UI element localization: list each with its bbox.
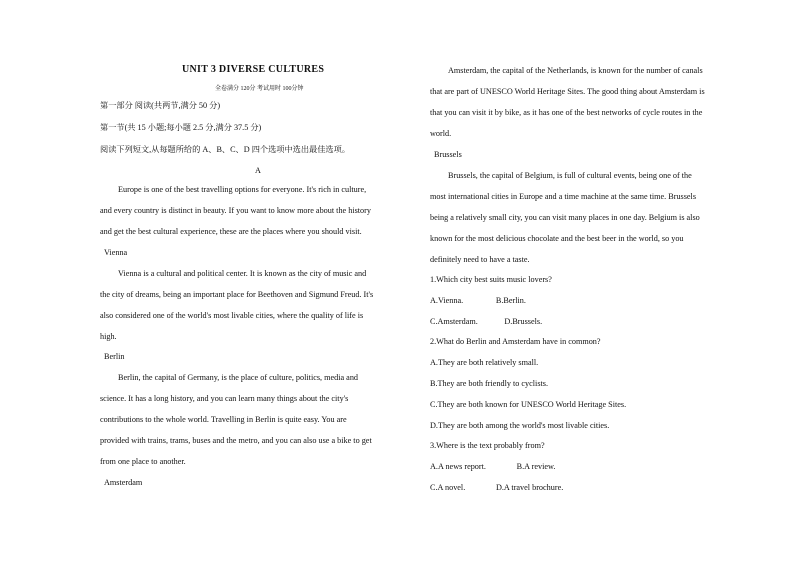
section-heading: 第一节(共 15 小题;每小题 2.5 分,满分 37.5 分) [100, 123, 262, 132]
right-line: that you can visit it by bike, as it has one of the best networks of cycle routes in the [430, 108, 703, 117]
right-line: that are part of UNESCO World Heritage Sites. The good thing about Amsterdam is [430, 87, 705, 96]
answer-options: C.Amsterdam. D.Brussels. [430, 317, 543, 326]
left-line: Europe is one of the best travelling options for everyone. It's rich in culture, [118, 185, 367, 194]
right-line: being a relatively small city, you can visit many places in one day. Belgium is also [430, 213, 700, 222]
question: 1.Which city best suits music lovers? [430, 275, 552, 284]
answer-option: B.They are both friendly to cyclists. [430, 379, 549, 388]
left-line: Berlin, the capital of Germany, is the place of culture, politics, media and [118, 373, 359, 382]
exam-info: 全卷满分 120分 考试用时 100分钟 [215, 86, 304, 92]
left-line: and get the best cultural experience, these are the places where you should visit. [100, 227, 362, 236]
right-line: Amsterdam, the capital of the Netherlands, is known for the number of canals [448, 66, 703, 75]
right-line: Brussels, the capital of Belgium, is full of cultural events, being one of the [448, 171, 692, 180]
left-line: science. It has a long history, and you can learn many things about the city's [100, 394, 349, 403]
left-line: also considered one of the world's most livable cities, where the quality of life is [100, 311, 364, 320]
answer-options: A.A news report. B.A review. [430, 462, 556, 471]
right-line: known for the most delicious chocolate and the best beer in the world, so you [430, 234, 684, 243]
passage-label: A [255, 166, 261, 175]
right-line: world. [430, 129, 452, 138]
left-line: from one place to another. [100, 457, 186, 466]
left-line: Vienna is a cultural and political center. It is known as the city of music and [118, 269, 367, 278]
left-line: and every country is distinct in beauty. If you want to know more about the history [100, 206, 371, 215]
answer-options: C.A novel. D.A travel brochure. [430, 483, 564, 492]
city-heading: Berlin [104, 352, 125, 361]
city-heading: Brussels [434, 150, 462, 159]
right-line: most international cities in Europe and a time machine at the same time. Brussels [430, 192, 697, 201]
question: 3.Where is the text probably from? [430, 441, 545, 450]
answer-option: A.They are both relatively small. [430, 358, 539, 367]
part-heading: 第一部分 阅读(共两节,满分 50 分) [100, 101, 221, 110]
answer-option: C.They are both known for UNESCO World Heritage Sites. [430, 400, 627, 409]
answer-option: D.They are both among the world's most livable cities. [430, 421, 610, 430]
city-heading: Amsterdam [104, 478, 143, 487]
instruction: 阅读下列短文,从每题所给的 A、B、C、D 四个选项中选出最佳选项。 [100, 145, 350, 154]
left-line: provided with trains, trams, buses and the metro, and you can also use a bike to get [100, 436, 372, 445]
answer-options: A.Vienna. B.Berlin. [430, 296, 526, 305]
left-line: the city of dreams, being an important place for Beethoven and Sigmund Freud. It's [100, 290, 374, 299]
city-heading: Vienna [104, 248, 128, 257]
question: 2.What do Berlin and Amsterdam have in common? [430, 337, 601, 346]
left-line: high. [100, 332, 117, 341]
right-line: definitely need to have a taste. [430, 255, 530, 264]
page-title: UNIT 3 DIVERSE CULTURES [182, 64, 325, 75]
left-line: contributions to the whole world. Travelling in Berlin is quite easy. You are [100, 415, 347, 424]
